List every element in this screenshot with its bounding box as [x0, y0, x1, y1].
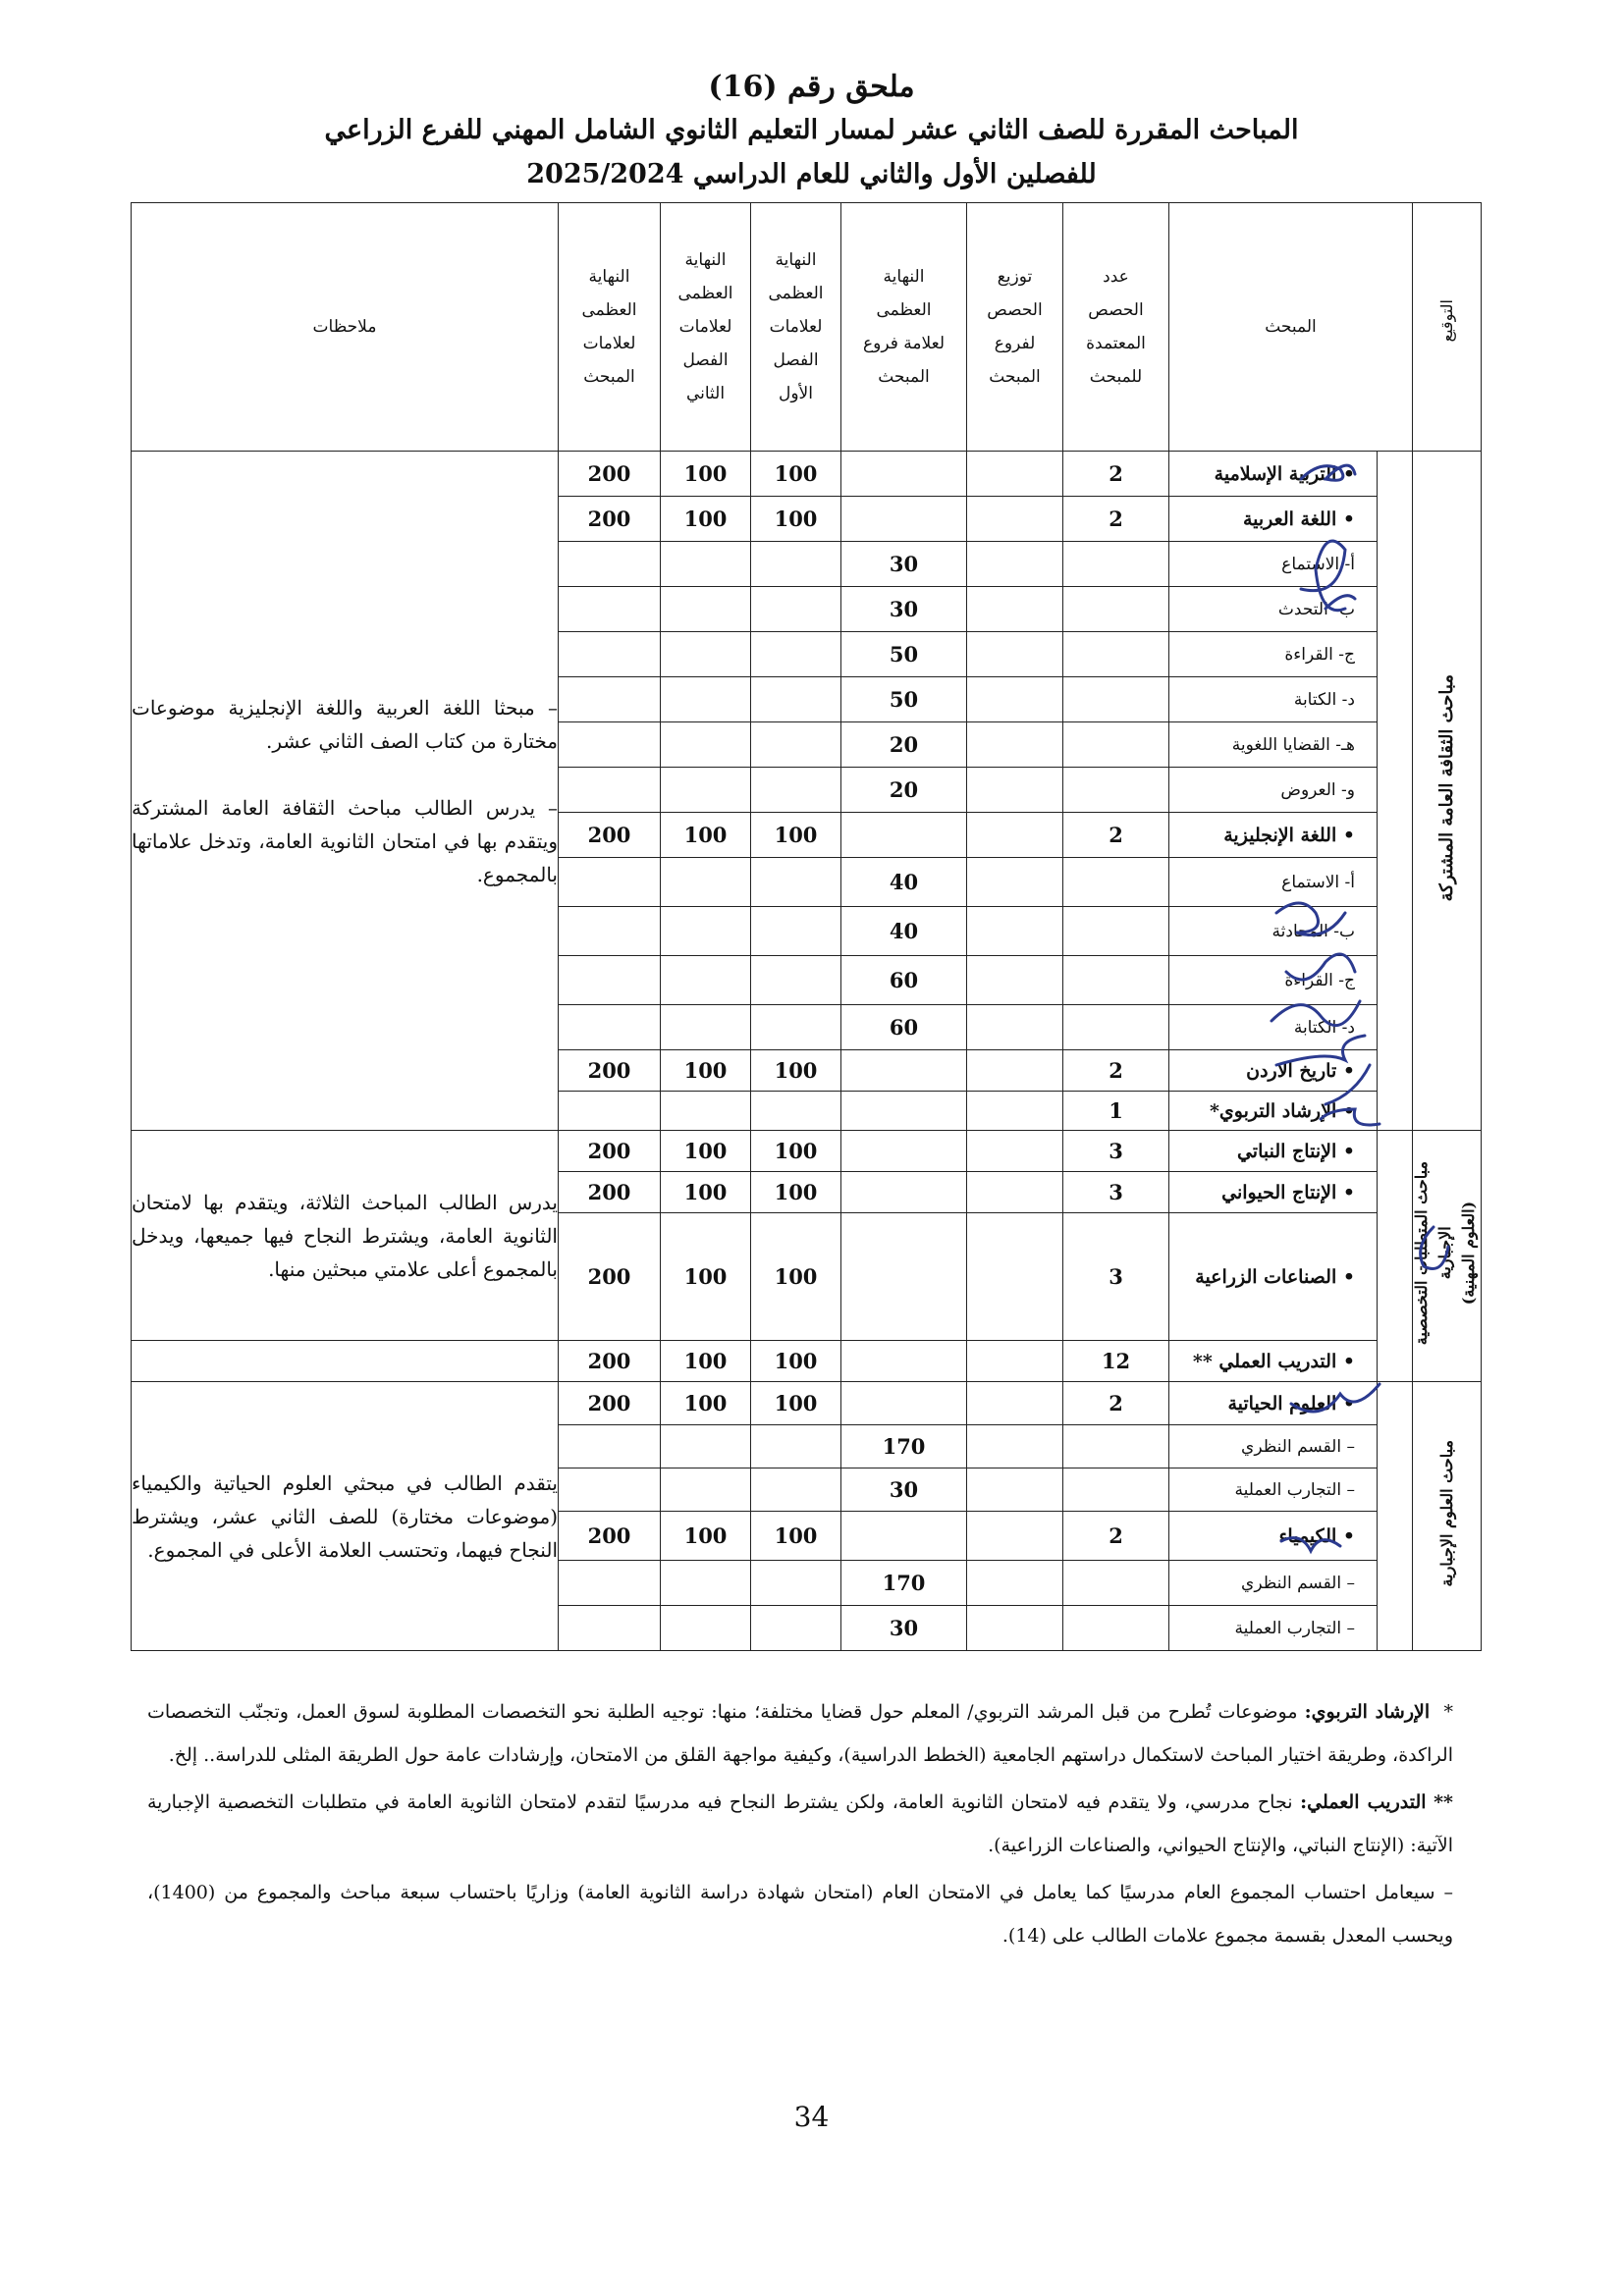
document-header	[0, 67, 1623, 196]
note-general-1: – مبحثا اللغة العربية واللغة الإنجليزية موضوعات مختارة من كتاب الصف الثاني عشر.	[132, 695, 558, 753]
sem1-cell: 100	[751, 1382, 841, 1425]
periods-cell: 2	[1063, 1382, 1169, 1425]
sem2-cell: 100	[661, 1512, 751, 1561]
branch-cell: 50	[841, 632, 967, 677]
footnote-training: ** التدريب العملي: نجاح مدرسي، ولا يتقدم فيه لامتحان الثانوية العامة، ولكن يشترط النجاح فيه مدرسيًا لتقدم لامتحان الثانوية العامة في متطلبات التخصصية الإجبارية الآتية: (الإنتاج النباتي، والإنتاج الحيواني، والصناعات الزراعية).	[147, 1791, 1453, 1856]
sem2-cell: 100	[661, 497, 751, 542]
notes-science	[132, 1382, 559, 1651]
total-cell: 200	[559, 1382, 661, 1425]
subject-cell: ب- التحدث	[1169, 587, 1378, 632]
notes-general	[132, 452, 559, 1131]
header-sem2-max: النهاية العظمى لعلامات الفصل الثاني	[661, 203, 751, 452]
table-row	[132, 1341, 1482, 1382]
subject-cell: – القسم النظري	[1169, 1425, 1378, 1468]
header-subject: المبحث	[1169, 203, 1413, 452]
subject-cell: هـ- القضايا اللغوية	[1169, 722, 1378, 768]
page-subtitle: للفصلين الأول والثاني للعام الدراسي 2025/2024	[526, 159, 1097, 189]
sem1-cell: 100	[751, 1213, 841, 1341]
table-row	[132, 452, 1482, 497]
group-specialized: مباحث المتطلبات التخصصية الإجبارية (العلوم المهنية)	[1413, 1131, 1482, 1382]
total-cell: 200	[559, 813, 661, 858]
total-cell: 200	[559, 1131, 661, 1172]
subject-cell: • التربية الإسلامية	[1169, 452, 1378, 497]
periods-cell: 2	[1063, 1050, 1169, 1092]
sem1-cell: 100	[751, 1512, 841, 1561]
footnotes	[147, 1690, 1453, 1961]
branch-cell	[841, 452, 967, 497]
total-cell: 200	[559, 497, 661, 542]
subject-cell: ب- المحادثة	[1169, 907, 1378, 956]
sem1-cell: 100	[751, 1050, 841, 1092]
branch-cell: 30	[841, 1468, 967, 1512]
sem1-cell: 100	[751, 1341, 841, 1382]
sem2-cell: 100	[661, 1341, 751, 1382]
branch-cell: 40	[841, 858, 967, 907]
subject-cell: د- الكتابة	[1169, 1005, 1378, 1050]
note-science: يتقدم الطالب في مبحثي العلوم الحياتية والكيمياء (موضوعات مختارة) للصف الثاني عشر، ويشترط النجاح فيهما، وتحتسب العلامة الأعلى في المجموع.	[132, 1470, 558, 1562]
subject-cell: ج- القراءة	[1169, 956, 1378, 1005]
subject-cell: – التجارب العملية	[1169, 1606, 1378, 1651]
periods-cell: 2	[1063, 452, 1169, 497]
notes-specialized	[132, 1131, 559, 1341]
subject-cell: • اللغة العربية	[1169, 497, 1378, 542]
periods-cell: 3	[1063, 1172, 1169, 1213]
subject-cell: • الكيمياء	[1169, 1512, 1378, 1561]
note-general-2: – يدرس الطالب مباحث الثقافة العامة المشتركة ويتقدم بها في امتحان الثانوية العامة، وتدخل علاماتها بالمجموع.	[132, 795, 558, 886]
subject-cell: – القسم النظري	[1169, 1561, 1378, 1606]
periods-cell: 12	[1063, 1341, 1169, 1382]
subject-cell: • اللغة الإنجليزية	[1169, 813, 1378, 858]
branch-cell: 60	[841, 1005, 967, 1050]
subject-cell: • الإنتاج النباتي	[1169, 1131, 1378, 1172]
sem1-cell: 100	[751, 452, 841, 497]
subject-cell: • الإرشاد التربوي*	[1169, 1092, 1378, 1131]
total-cell: 200	[559, 1512, 661, 1561]
sem2-cell: 100	[661, 452, 751, 497]
sem1-cell: 100	[751, 1172, 841, 1213]
subject-cell: ج- القراءة	[1169, 632, 1378, 677]
table-row	[132, 1131, 1482, 1172]
sem1-cell: 100	[751, 497, 841, 542]
page-title: المباحث المقررة للصف الثاني عشر لمسار التعليم الثانوي الشامل المهني للفرع الزراعي	[324, 115, 1299, 145]
periods-cell: 2	[1063, 813, 1169, 858]
periods-cell: 1	[1063, 1092, 1169, 1131]
sem2-cell: 100	[661, 1050, 751, 1092]
footnote-total: – سيعامل احتساب المجموع العام مدرسيًا كما يعامل في الامتحان العام (امتحان شهادة دراسة الثانوية العامة) وزاريًا باحتساب سبعة مباحث والمجموع من (1400)، ويحسب المعدل بقسمة مجموع علامات الطالب على (14).	[147, 1882, 1453, 1947]
header-total-max: النهاية العظمى لعلامات المبحث	[559, 203, 661, 452]
total-cell: 200	[559, 452, 661, 497]
subject-cell: أ- الاستماع	[1169, 858, 1378, 907]
periods-cell: 3	[1063, 1131, 1169, 1172]
header-periods: عدد الحصص المعتمدة للمبحث	[1063, 203, 1169, 452]
branch-cell: 50	[841, 677, 967, 722]
branch-cell	[841, 497, 967, 542]
periods-cell: 2	[1063, 497, 1169, 542]
subject-cell: • التدريب العملي **	[1169, 1341, 1378, 1382]
periods-cell: 3	[1063, 1213, 1169, 1341]
sem1-cell: 100	[751, 813, 841, 858]
subject-cell: أ- الاستماع	[1169, 542, 1378, 587]
subject-cell: • تاريخ الاردن	[1169, 1050, 1378, 1092]
subject-cell: و- العروض	[1169, 768, 1378, 813]
branch-cell: 20	[841, 768, 967, 813]
signature-cell	[1378, 452, 1413, 1131]
note-specialized: يدرس الطالب المباحث الثلاثة، ويتقدم بها لامتحان الثانوية العامة، ويشترط النجاح فيها جميعها، ويدخل بالمجموع أعلى علامتي مبحثين منها.	[132, 1190, 558, 1281]
sem2-cell: 100	[661, 1172, 751, 1213]
subject-cell: – التجارب العملية	[1169, 1468, 1378, 1512]
branch-cell: 30	[841, 1606, 967, 1651]
subjects-table	[131, 202, 1482, 1651]
branch-cell: 30	[841, 587, 967, 632]
total-cell: 200	[559, 1213, 661, 1341]
group-science: مباحث العلوم الإجبارية	[1413, 1382, 1482, 1651]
distribution-cell	[967, 452, 1063, 497]
branch-cell: 40	[841, 907, 967, 956]
total-cell: 200	[559, 1050, 661, 1092]
sem2-cell: 100	[661, 1382, 751, 1425]
branch-cell: 20	[841, 722, 967, 768]
total-cell: 200	[559, 1172, 661, 1213]
header-sem1-max: النهاية العظمى لعلامات الفصل الأول	[751, 203, 841, 452]
subject-cell: • العلوم الحياتية	[1169, 1382, 1378, 1425]
header-branch-max: النهاية العظمى لعلامة فروع المبحث	[841, 203, 967, 452]
branch-cell: 60	[841, 956, 967, 1005]
signature-cell	[1378, 1131, 1413, 1382]
subject-cell: • الصناعات الزراعية	[1169, 1213, 1378, 1341]
header-distribution: توزيع الحصص لفروع المبحث	[967, 203, 1063, 452]
sem1-cell: 100	[751, 1131, 841, 1172]
signature-cell	[1378, 1382, 1413, 1651]
sem2-cell: 100	[661, 1131, 751, 1172]
subject-cell: د- الكتابة	[1169, 677, 1378, 722]
total-cell: 200	[559, 1341, 661, 1382]
page-number: 34	[793, 2101, 830, 2133]
table-row	[132, 1382, 1482, 1425]
header-signature: التوقيع	[1413, 203, 1482, 452]
footnote-guidance: * الإرشاد التربوي: موضوعات تُطرح من قبل المرشد التربوي/ المعلم حول قضايا مختلفة؛ منها: توجيه الطلبة نحو التخصصات المطلوبة لسوق العمل، وتجنّب التخصصات الراكدة، وطريقة اختيار المباحث لاستكمال دراستهم الجامعية (الخطط الدراسية)، وكيفية مواجهة القلق من الامتحان، وإرشادات عامة حول الطريقة المثلى للدراسة.. إلخ.	[147, 1701, 1453, 1766]
sem2-cell: 100	[661, 813, 751, 858]
header-notes: ملاحظات	[132, 203, 559, 452]
sem2-cell: 100	[661, 1213, 751, 1341]
subject-cell: • الإنتاج الحيواني	[1169, 1172, 1378, 1213]
branch-cell: 170	[841, 1425, 967, 1468]
table-header-row	[132, 203, 1482, 452]
branch-cell: 30	[841, 542, 967, 587]
notes-empty	[132, 1341, 559, 1382]
distribution-cell	[967, 497, 1063, 542]
annex-number: ملحق رقم (16)	[708, 70, 915, 104]
group-general: مباحث الثقافة العامة المشتركة	[1413, 452, 1482, 1131]
periods-cell: 2	[1063, 1512, 1169, 1561]
branch-cell: 170	[841, 1561, 967, 1606]
